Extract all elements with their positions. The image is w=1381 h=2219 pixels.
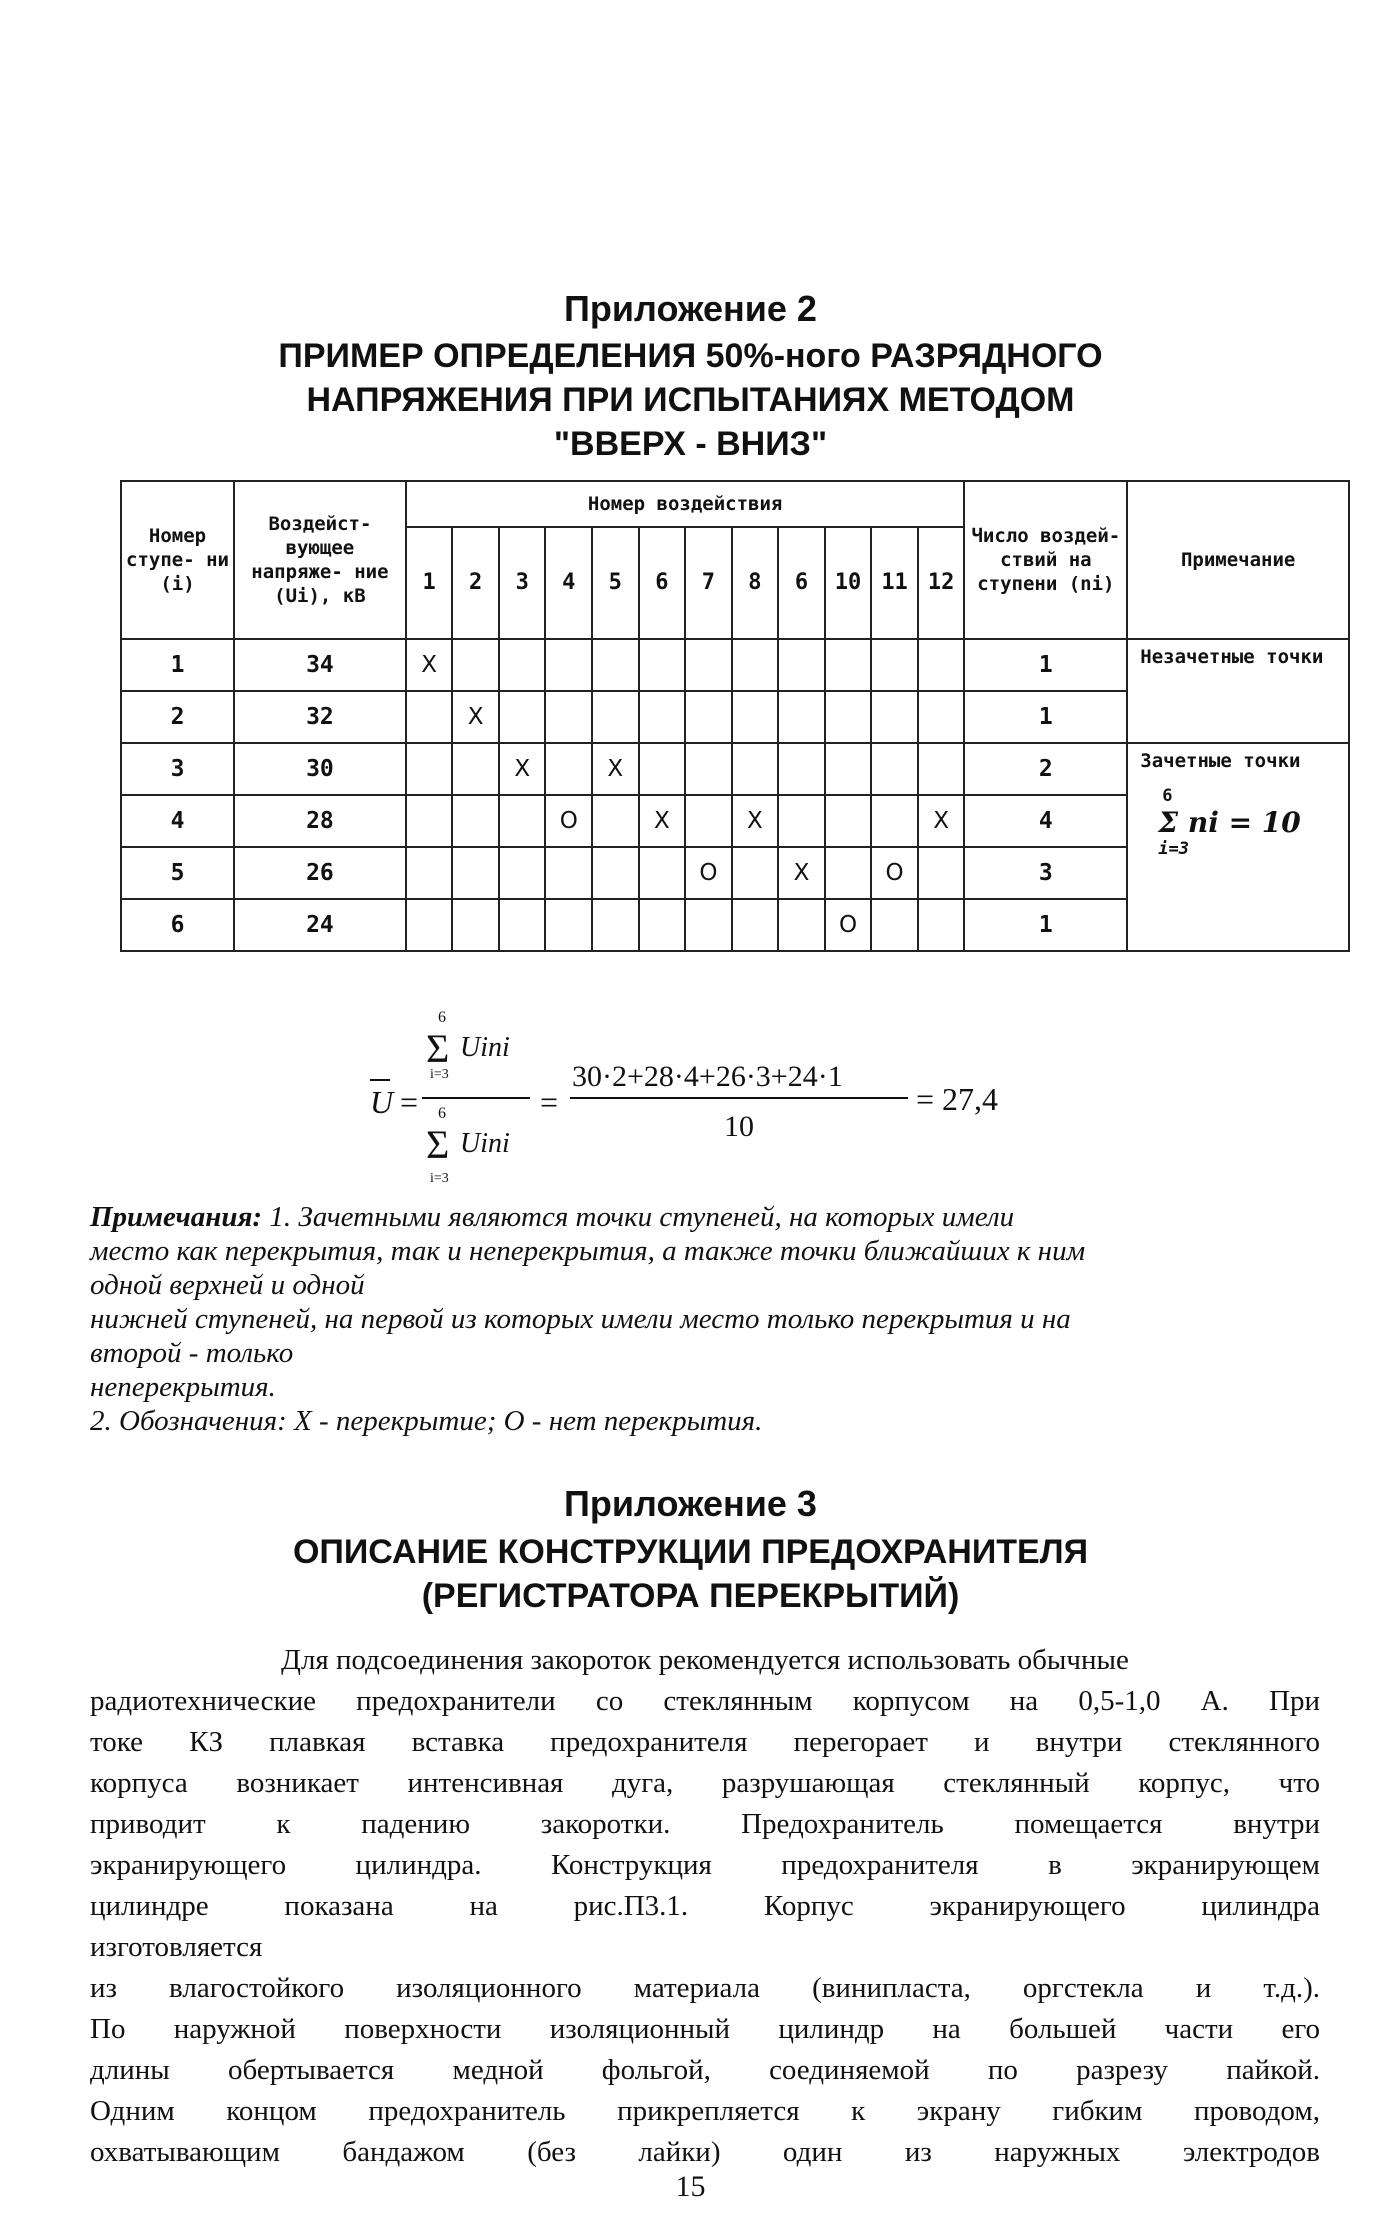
cell-impact-mark bbox=[452, 795, 499, 847]
cell-impact-mark bbox=[452, 639, 499, 691]
body-p2-line5: охватывающим бандажом (без лайки) один из наружных электродов bbox=[90, 2136, 1320, 2168]
cell-voltage: 30 bbox=[234, 743, 406, 795]
cell-impact-mark bbox=[452, 847, 499, 899]
cell-impact-mark bbox=[825, 743, 872, 795]
cell-step: 4 bbox=[121, 795, 234, 847]
cell-impact-mark bbox=[778, 899, 825, 951]
cell-impact-mark bbox=[918, 691, 965, 743]
table-row bbox=[121, 743, 1349, 795]
cell-impact-mark bbox=[825, 691, 872, 743]
cell-impact-mark bbox=[871, 639, 918, 691]
notes-label: Примечания: bbox=[90, 1201, 263, 1233]
header-impact-number: Номер воздействия bbox=[406, 481, 965, 527]
formula-equals-1: = bbox=[400, 1084, 419, 1120]
cell-impact-mark bbox=[871, 899, 918, 951]
cell-impact-mark: O bbox=[825, 899, 872, 951]
cell-impact-mark bbox=[825, 795, 872, 847]
cell-impact-mark bbox=[406, 899, 453, 951]
impact-number-1: 1 bbox=[406, 527, 453, 639]
cell-impact-mark bbox=[871, 795, 918, 847]
notes-line1: 1. Зачетными являются точки ступеней, на которых имели bbox=[269, 1201, 1015, 1233]
num-sigma: Σ bbox=[426, 1026, 450, 1071]
appendix3-title-line2: (РЕГИСТРАТОРА ПЕРЕКРЫТИЙ) bbox=[421, 1577, 960, 1615]
note-nonscoring: Незачетные точки bbox=[1127, 639, 1349, 743]
impact-number-7: 7 bbox=[685, 527, 732, 639]
note-sum-lower: i=3 bbox=[1158, 839, 1190, 859]
body-text bbox=[90, 1640, 1320, 2173]
cell-impact-mark bbox=[918, 639, 965, 691]
body-p2-line1: из влагостойкого изоляционного материала (винипласта, оргстекла и т.д.). bbox=[90, 1972, 1320, 2004]
body-p1-line5: приводит к падению закоротки. Предохранитель помещается внутри bbox=[90, 1808, 1320, 1840]
note-scoring-text: Зачетные точки bbox=[1140, 750, 1301, 772]
cell-impact-mark bbox=[639, 691, 686, 743]
impact-number-8: 8 bbox=[732, 527, 779, 639]
table-body bbox=[121, 639, 1349, 951]
cell-impact-mark: X bbox=[918, 795, 965, 847]
cell-impact-mark bbox=[406, 795, 453, 847]
cell-impact-mark: O bbox=[545, 795, 592, 847]
cell-impact-mark bbox=[918, 899, 965, 951]
impact-number-6: 6 bbox=[639, 527, 686, 639]
body-p1-line6: экранирующего цилиндра. Конструкция предохранителя в экранирующем bbox=[90, 1849, 1320, 1881]
body-p1-line8: изготовляется bbox=[90, 1931, 263, 1963]
cell-impact-mark bbox=[732, 743, 779, 795]
cell-impact-mark bbox=[592, 795, 639, 847]
cell-impact-mark bbox=[592, 691, 639, 743]
formula-numerator: 30·2+28·4+26·3+24·1 bbox=[572, 1060, 843, 1093]
cell-impact-mark bbox=[918, 743, 965, 795]
cell-impact-mark bbox=[732, 639, 779, 691]
note-sum: Σ ni = 10 bbox=[1158, 806, 1301, 839]
note-scoring bbox=[1127, 743, 1349, 951]
num-sum-upper: 6 bbox=[438, 1010, 446, 1026]
body-p1-line4: корпуса возникает интенсивная дуга, разрушающая стеклянный корпус, что bbox=[90, 1767, 1320, 1799]
cell-impact-mark bbox=[871, 691, 918, 743]
appendix2-title-line1: ПРИМЕР ОПРЕДЕЛЕНИЯ 50%-ного РАЗРЯДНОГО bbox=[278, 337, 1103, 375]
formula-equals-2: = bbox=[540, 1084, 559, 1120]
notes-line4: нижней ступеней, на первой из которых имели место только перекрытия и на bbox=[90, 1303, 1071, 1335]
cell-impact-mark bbox=[685, 691, 732, 743]
impact-number-4: 4 bbox=[545, 527, 592, 639]
formula bbox=[360, 1010, 1120, 1190]
cell-impact-mark bbox=[825, 847, 872, 899]
notes-line2: место как перекрытия, так и неперекрытия, а также точки ближайших к ним bbox=[90, 1235, 1086, 1267]
cell-impact-mark bbox=[545, 899, 592, 951]
cell-count: 1 bbox=[964, 639, 1127, 691]
notes-block bbox=[90, 1200, 1320, 1438]
appendix3-title-line1: ОПИСАНИЕ КОНСТРУКЦИИ ПРЕДОХРАНИТЕЛЯ bbox=[292, 1533, 1089, 1571]
formula-svg bbox=[360, 1010, 1120, 1190]
den-sum-upper: 6 bbox=[438, 1105, 446, 1122]
cell-impact-mark bbox=[592, 899, 639, 951]
cell-impact-mark: X bbox=[778, 847, 825, 899]
page-number: 15 bbox=[675, 2170, 706, 2203]
cell-impact-mark bbox=[499, 795, 546, 847]
cell-impact-mark: X bbox=[499, 743, 546, 795]
results-table bbox=[120, 480, 1350, 952]
cell-impact-mark bbox=[499, 691, 546, 743]
cell-count: 4 bbox=[964, 795, 1127, 847]
cell-impact-mark bbox=[778, 743, 825, 795]
cell-impact-mark bbox=[685, 899, 732, 951]
cell-impact-mark bbox=[452, 899, 499, 951]
cell-step: 3 bbox=[121, 743, 234, 795]
cell-impact-mark bbox=[732, 691, 779, 743]
cell-impact-mark bbox=[639, 847, 686, 899]
appendix2-label: Приложение 2 bbox=[564, 288, 817, 329]
cell-count: 3 bbox=[964, 847, 1127, 899]
cell-voltage: 34 bbox=[234, 639, 406, 691]
cell-step: 5 bbox=[121, 847, 234, 899]
cell-impact-mark bbox=[406, 743, 453, 795]
cell-impact-mark bbox=[545, 847, 592, 899]
cell-count: 1 bbox=[964, 691, 1127, 743]
cell-count: 1 bbox=[964, 899, 1127, 951]
note-sum-upper: 6 bbox=[1162, 786, 1173, 806]
impact-number-2: 2 bbox=[452, 527, 499, 639]
impact-number-5: 5 bbox=[592, 527, 639, 639]
cell-impact-mark bbox=[685, 639, 732, 691]
formula-result: = 27,4 bbox=[916, 1081, 999, 1117]
cell-impact-mark: O bbox=[871, 847, 918, 899]
cell-voltage: 24 bbox=[234, 899, 406, 951]
impact-number-10: 10 bbox=[825, 527, 872, 639]
cell-impact-mark bbox=[406, 691, 453, 743]
formula-lhs: U bbox=[370, 1084, 394, 1120]
cell-impact-mark bbox=[685, 743, 732, 795]
body-p2-line4: Одним концом предохранитель прикрепляется к экрану гибким проводом, bbox=[90, 2095, 1320, 2127]
impact-number-3: 3 bbox=[499, 527, 546, 639]
cell-count: 2 bbox=[964, 743, 1127, 795]
cell-impact-mark bbox=[778, 639, 825, 691]
cell-voltage: 28 bbox=[234, 795, 406, 847]
notes-line3: одной верхней и одной bbox=[90, 1269, 365, 1301]
header-voltage: Воздейст- вующее напряже- ние (Ui), кВ bbox=[234, 481, 406, 639]
body-p2-line2: По наружной поверхности изоляционный цилиндр на большей части его bbox=[90, 2013, 1320, 2045]
body-p1-line2: радиотехнические предохранители со стеклянным корпусом на 0,5-1,0 А. При bbox=[90, 1685, 1320, 1717]
den-sum-lower: i=3 bbox=[430, 1171, 449, 1186]
cell-impact-mark: X bbox=[639, 795, 686, 847]
cell-step: 6 bbox=[121, 899, 234, 951]
cell-impact-mark: X bbox=[592, 743, 639, 795]
cell-impact-mark bbox=[639, 743, 686, 795]
header-count: Число воздей- ствий на ступени (ni) bbox=[964, 481, 1127, 639]
cell-impact-mark bbox=[592, 847, 639, 899]
cell-impact-mark bbox=[639, 899, 686, 951]
cell-impact-mark bbox=[545, 743, 592, 795]
header-note: Примечание bbox=[1127, 481, 1349, 639]
cell-impact-mark: O bbox=[685, 847, 732, 899]
body-p1-line7: цилиндре показана на рис.П3.1. Корпус экранирующего цилиндра bbox=[90, 1890, 1320, 1922]
cell-impact-mark bbox=[545, 639, 592, 691]
table-row bbox=[121, 639, 1349, 691]
header-step: Номер ступе- ни (i) bbox=[121, 481, 234, 639]
body-p1-line3: токе КЗ плавкая вставка предохранителя перегорает и внутри стеклянного bbox=[90, 1726, 1320, 1758]
cell-impact-mark bbox=[778, 691, 825, 743]
body-p1-line1: Для подсоединения закороток рекомендуется использовать обычные bbox=[281, 1644, 1129, 1676]
impact-number-9: 6 bbox=[778, 527, 825, 639]
cell-voltage: 26 bbox=[234, 847, 406, 899]
cell-impact-mark bbox=[918, 847, 965, 899]
cell-impact-mark bbox=[452, 743, 499, 795]
cell-impact-mark bbox=[825, 639, 872, 691]
cell-voltage: 32 bbox=[234, 691, 406, 743]
notes-line6: неперекрытия. bbox=[90, 1371, 276, 1403]
cell-impact-mark bbox=[406, 847, 453, 899]
num-sum-lower: i=3 bbox=[430, 1067, 449, 1082]
cell-impact-mark bbox=[499, 639, 546, 691]
cell-impact-mark: X bbox=[732, 795, 779, 847]
cell-impact-mark bbox=[592, 639, 639, 691]
cell-impact-mark bbox=[732, 847, 779, 899]
notes-line5: второй - только bbox=[90, 1337, 294, 1369]
cell-impact-mark bbox=[639, 639, 686, 691]
cell-impact-mark bbox=[871, 743, 918, 795]
appendix2-title-line3: "ВВЕРХ - ВНИЗ" bbox=[553, 425, 828, 463]
formula-denominator: 10 bbox=[724, 1110, 754, 1143]
den-sigma: Σ bbox=[426, 1122, 450, 1167]
num-term: Uini bbox=[460, 1032, 510, 1063]
cell-impact-mark bbox=[499, 899, 546, 951]
impact-number-12: 12 bbox=[918, 527, 965, 639]
cell-impact-mark bbox=[778, 795, 825, 847]
appendix3-label: Приложение 3 bbox=[564, 1483, 817, 1524]
body-p2-line3: длины обертывается медной фольгой, соединяемой по разрезу пайкой. bbox=[90, 2054, 1320, 2086]
appendix2-title-line2: НАПРЯЖЕНИЯ ПРИ ИСПЫТАНИЯХ МЕТОДОМ bbox=[306, 381, 1075, 419]
cell-step: 2 bbox=[121, 691, 234, 743]
notes-line7: 2. Обозначения: X - перекрытие; O - нет перекрытия. bbox=[90, 1405, 763, 1437]
cell-impact-mark: X bbox=[452, 691, 499, 743]
cell-impact-mark bbox=[685, 795, 732, 847]
cell-impact-mark bbox=[499, 847, 546, 899]
impact-number-11: 11 bbox=[871, 527, 918, 639]
den-term: Uini bbox=[460, 1128, 510, 1159]
cell-impact-mark bbox=[732, 899, 779, 951]
cell-impact-mark: X bbox=[406, 639, 453, 691]
cell-impact-mark bbox=[545, 691, 592, 743]
cell-step: 1 bbox=[121, 639, 234, 691]
